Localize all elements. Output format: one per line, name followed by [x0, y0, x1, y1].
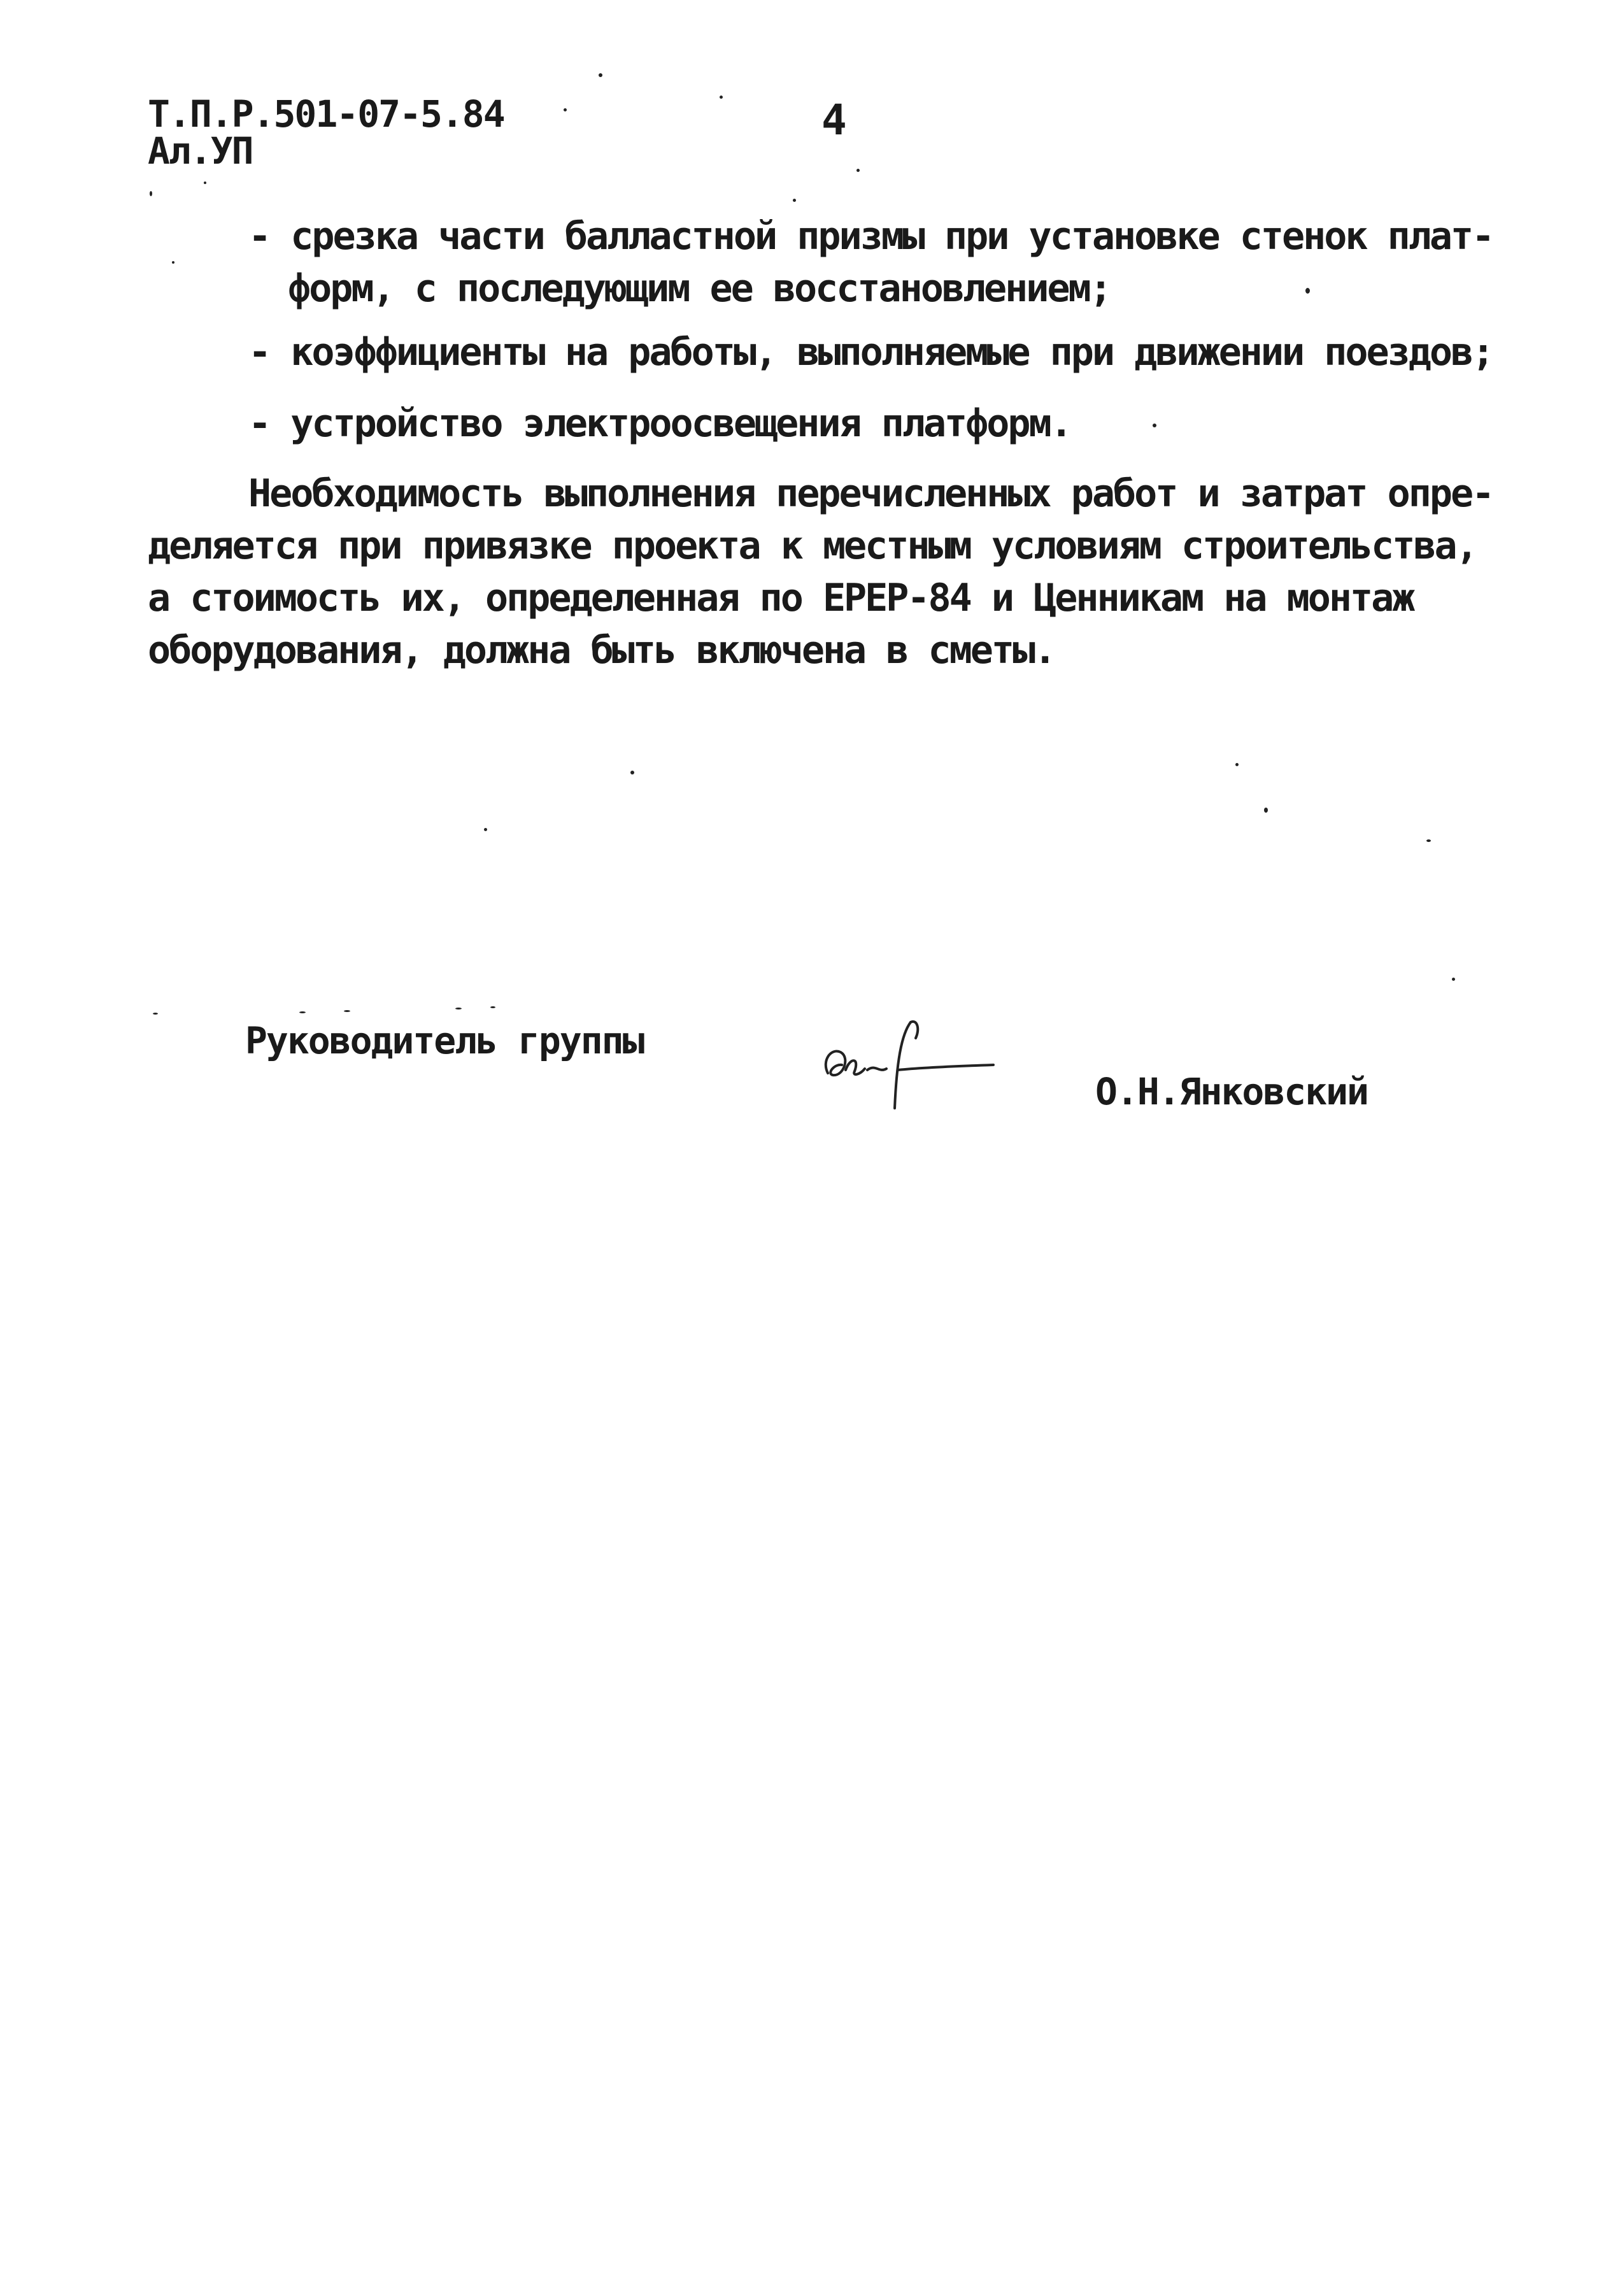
paragraph-line-4: оборудования, должна быть включена в сметы. [148, 628, 1055, 673]
scan-speck [564, 108, 567, 111]
scan-speck [1235, 763, 1239, 766]
scan-speck [153, 1013, 158, 1015]
scan-speck [1153, 424, 1156, 427]
signatory-name: О.Н.Янковский [1095, 1070, 1368, 1113]
scan-speck [455, 1008, 462, 1009]
paragraph-line-1: Необходимость выполнения перечисленных работ и затрат опре- [248, 471, 1493, 516]
paragraph-line-2: деляется при привязке проекта к местным условиям строительства, [148, 524, 1477, 568]
scan-speck [344, 1010, 350, 1012]
scan-speck [299, 1011, 306, 1013]
scan-speck [599, 73, 602, 77]
list-item-lighting: - устройство электроосвещения платформ. [248, 401, 1071, 446]
list-item-ballast-cont: форм, с последующим ее восстановлением; [288, 266, 1111, 311]
document-code [148, 92, 504, 173]
scan-speck [172, 261, 174, 264]
scan-speck [856, 169, 860, 172]
scan-speck [793, 199, 796, 202]
list-item-ballast: - срезка части балластной призмы при установке стенок плат- [248, 214, 1493, 259]
scan-speck [720, 96, 723, 99]
scan-speck [630, 771, 634, 774]
page-number: 4 [821, 96, 847, 145]
scan-speck [1305, 288, 1310, 294]
paragraph-line-3: а стоимость их, определенная по ЕРЕР-84 и Ценникам на монтаж [148, 576, 1414, 620]
scan-speck [1426, 839, 1431, 842]
list-item-coefficients: - коэффициенты на работы, выполняемые при движении поездов; [248, 330, 1493, 374]
scan-speck [204, 182, 206, 184]
signatory-role: Руководитель группы [245, 1019, 644, 1062]
handwritten-signature [815, 1013, 1006, 1115]
scan-speck [490, 1006, 495, 1008]
scan-speck [1452, 978, 1455, 981]
document-code-line-2: Ал.УП [148, 129, 253, 173]
scan-speck [1264, 808, 1268, 813]
document-code-line-1: Т.П.Р.501-07-5.84 [148, 92, 504, 136]
scan-speck [484, 828, 487, 831]
scan-speck [150, 191, 152, 196]
